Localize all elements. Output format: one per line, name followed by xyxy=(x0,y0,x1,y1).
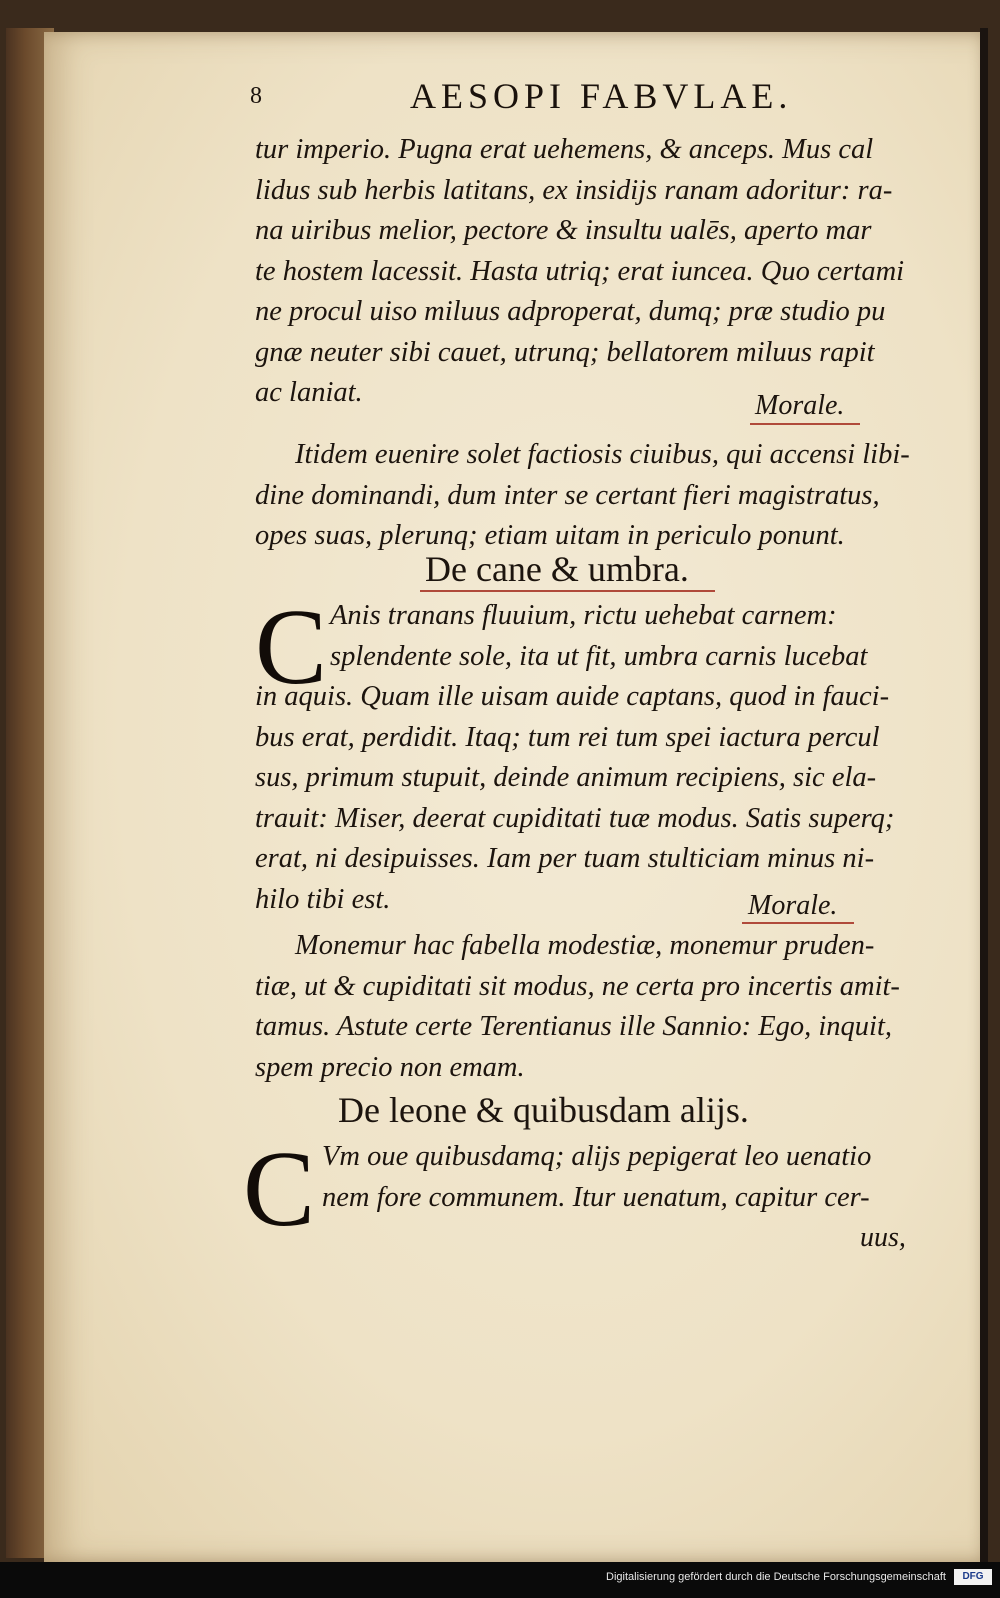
running-title: AESOPI FABVLAE. xyxy=(410,76,793,116)
text-line: in aquis. Quam ille uisam auide captans, quod in fauci- xyxy=(255,681,890,712)
text-line: ne procul uiso miluus adproperat, dumq; præ studio pu xyxy=(255,296,886,327)
fable1-moral xyxy=(255,435,945,557)
text-line: na uiribus melior, pectore & insultu ualēs, aperto mar xyxy=(255,215,872,246)
text-line: Monemur hac fabella modestiæ, monemur pruden- xyxy=(295,930,875,961)
fable2-moral xyxy=(255,926,945,1088)
fable3-text xyxy=(322,1137,942,1218)
text-line: tur imperio. Pugna erat uehemens, & anceps. Mus cal xyxy=(255,134,874,165)
page-edge-shadow xyxy=(980,28,988,1562)
text-line: Itidem euenire solet factiosis ciuibus, qui accensi libi- xyxy=(295,439,910,470)
page-header xyxy=(250,75,930,125)
text-line: tamus. Astute certe Terentianus ille Sannio: Ego, inquit, xyxy=(255,1011,892,1042)
moral-underline xyxy=(742,922,854,924)
digitization-credit: Digitalisierung gefördert durch die Deutsche Forschungsgemeinschaft xyxy=(606,1571,946,1583)
text-line: Anis tranans fluuium, rictu uehebat carnem: xyxy=(330,600,837,631)
fable-title: De cane & umbra. xyxy=(425,549,689,589)
drop-cap: C xyxy=(255,588,328,707)
text-line: Vm oue quibusdamq; alijs pepigerat leo uenatio xyxy=(322,1141,872,1172)
text-line: nem fore communem. Itur uenatum, capitur cer- xyxy=(322,1181,870,1213)
dfg-logo: DFG xyxy=(954,1569,992,1585)
text-line: gnæ neuter sibi cauet, utrunq; bellatorem miluus rapit xyxy=(255,336,875,368)
title-underline xyxy=(420,590,715,592)
fable2-text xyxy=(255,677,945,920)
text-line: tiæ, ut & cupiditati sit modus, ne certa pro incertis amit- xyxy=(255,970,900,1002)
text-line: dine dominandi, dum inter se certant fieri magistratus, xyxy=(255,479,880,511)
moral-heading: Morale. xyxy=(755,390,845,421)
fable-title: De leone & quibusdam alijs. xyxy=(338,1090,749,1130)
moral-heading: Morale. xyxy=(748,890,838,921)
fable1-text xyxy=(255,130,945,414)
text-line: lidus sub herbis latitans, ex insidijs ranam adoritur: ra- xyxy=(255,174,893,206)
text-line: spem precio non emam. xyxy=(255,1051,525,1083)
text-line: splendente sole, ita ut fit, umbra carnis lucebat xyxy=(330,640,868,672)
drop-cap: C xyxy=(243,1130,316,1249)
text-line: hilo tibi est. xyxy=(255,883,391,915)
text-line: bus erat, perdidit. Itaq; tum rei tum spei iactura percul xyxy=(255,721,880,753)
page-number: 8 xyxy=(250,83,262,109)
text-line: te hostem lacessit. Hasta utriq; erat iuncea. Quo certami xyxy=(255,255,905,287)
text-line: trauit: Miser, deerat cupiditati tuæ modus. Satis superq; xyxy=(255,802,895,834)
text-line: sus, primum stupuit, deinde animum recipiens, sic ela- xyxy=(255,762,877,793)
text-line: ac laniat. xyxy=(255,377,363,408)
moral-underline xyxy=(750,423,860,425)
text-line: erat, ni desipuisses. Iam per tuam stulticiam minus ni- xyxy=(255,843,875,874)
catchword: uus, xyxy=(860,1222,906,1253)
text-line: opes suas, plerunq; etiam uitam in periculo ponunt. xyxy=(255,520,845,551)
fable2-text-start xyxy=(330,596,940,677)
